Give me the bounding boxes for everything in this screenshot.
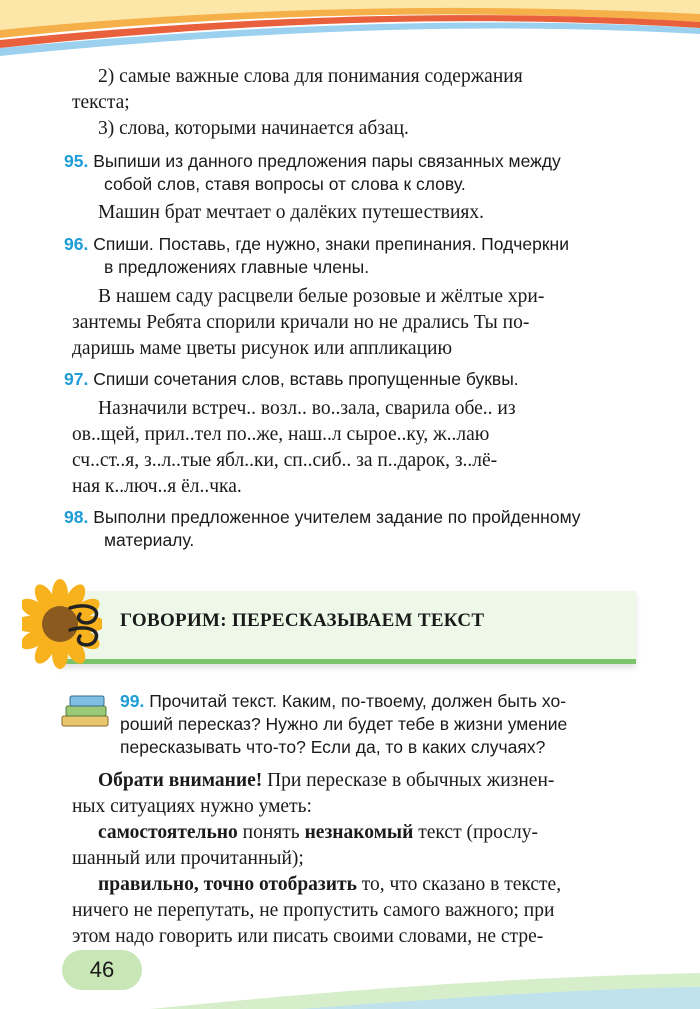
exercise-96-text-2: зантемы Ребята спорили кричали но не дрались Ты по- (72, 312, 530, 333)
note-line-2: ных ситуациях нужно уметь: (72, 796, 312, 817)
list-item-2-cont: текста; (72, 92, 130, 113)
note-line-1: Обрати внимание! При пересказе в обычных жизнен- (98, 770, 555, 791)
exercise-97-text-4: ная к..люч..я ёл..чка. (72, 476, 242, 497)
note-line-4: шанный или прочитанный); (72, 848, 304, 869)
exercise-95-instruction-cont: собой слов, ставя вопросы от слова к слову. (104, 174, 466, 194)
exercise-number: 97. (64, 369, 89, 389)
exercise-98-instruction: 98. Выполни предложенное учителем задание по пройденному (64, 507, 581, 527)
exercise-99-instruction-2: роший пересказ? Нужно ли будет тебе в жизни умение (120, 714, 568, 734)
exercise-99-instruction-3: пересказывать что-то? Если да, то в каких случаях? (120, 737, 546, 757)
exercise-number: 96. (64, 234, 89, 254)
exercise-97-text-3: сч..ст..я, з..л..тые ябл..ки, сп..сиб.. за п..дарок, з..лё- (72, 450, 498, 471)
exercise-96-instruction-cont: в предложениях главные члены. (104, 257, 370, 277)
exercise-97-text-1: Назначили встреч.. возл.. во..зала, сварила обе.. из (98, 398, 516, 419)
exercise-97-text-2: ов..щей, прил..тел по..же, наш..л сырое..ку, ж..лаю (72, 424, 490, 445)
exercise-96-text-3: даришь маме цветы рисунок или аппликацию (72, 338, 453, 359)
list-item-2: 2) самые важные слова для понимания содержания (98, 66, 523, 87)
exercise-98-instruction-cont: материалу. (104, 530, 195, 550)
list-item-3: 3) слова, которыми начинается абзац. (98, 118, 409, 139)
note-line-5: правильно, точно отобразить то, что сказано в тексте, (98, 874, 562, 895)
top-decoration (0, 0, 700, 60)
exercise-96-text-1: В нашем саду расцвели белые розовые и жёлтые хри- (98, 286, 545, 307)
exercise-95-instruction: 95. Выпиши из данного предложения пары связанных между (64, 151, 561, 171)
section-title: ГОВОРИМ: ПЕРЕСКАЗЫВАЕМ ТЕКСТ (120, 610, 485, 631)
note-line-3: самостоятельно понять незнакомый текст (прослу- (98, 822, 539, 843)
page-number: 46 (62, 950, 142, 990)
exercise-96-instruction: 96. Спиши. Поставь, где нужно, знаки препинания. Подчеркни (64, 234, 569, 254)
exercise-number: 99. (120, 691, 145, 711)
exercise-99-instruction: 99. Прочитай текст. Каким, по-твоему, должен быть хо- (120, 691, 567, 711)
exercise-97-instruction: 97. Спиши сочетания слов, вставь пропущенные буквы. (64, 369, 519, 389)
note-line-7: этом надо говорить или писать своими словами, не стре- (72, 926, 544, 947)
exercise-95-sentence: Машин брат мечтает о далёких путешествиях. (98, 202, 484, 223)
spiral-binding-icon (60, 600, 110, 650)
exercise-number: 95. (64, 151, 89, 171)
note-line-6: ничего не перепутать, не пропустить самого важного; при (72, 900, 555, 921)
books-icon (58, 690, 112, 732)
exercise-number: 98. (64, 507, 89, 527)
